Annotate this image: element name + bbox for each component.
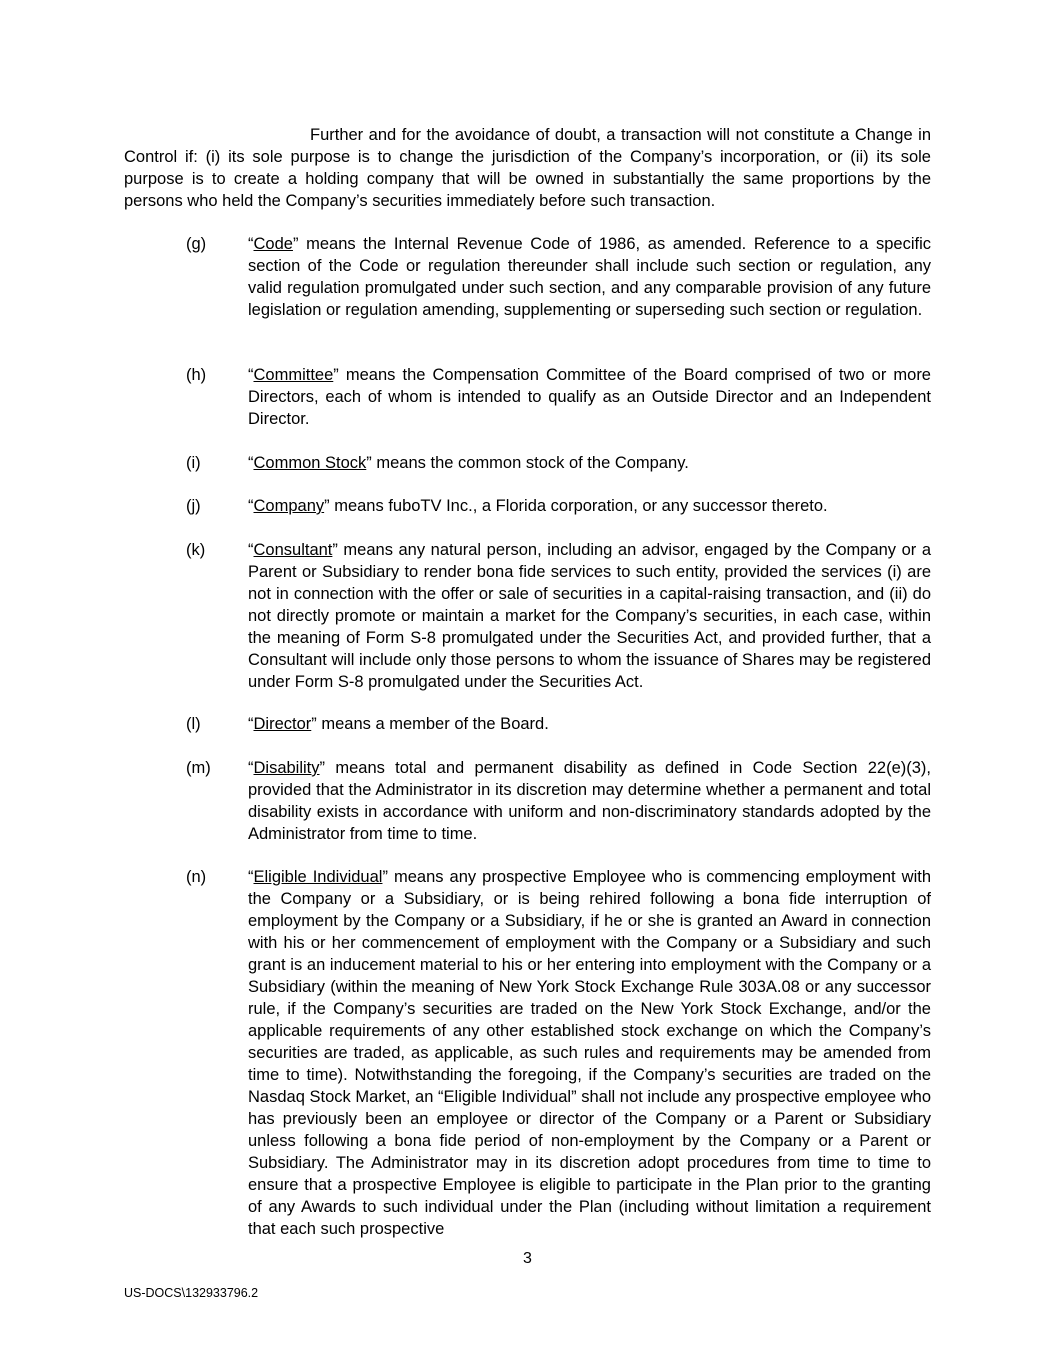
definition-label: (g) [186, 235, 207, 253]
definition-n [186, 866, 931, 1240]
definition-text: means any natural person, including an advisor, engaged by the Company or a Parent or Subsidiary to render bona fide services to such entity, provided the services (i) are not in connection with the offer or sale of securities in a capital-raising transaction, and (ii) do not directly promote or maintain a market for the Company’s securities, in each case, within the meaning of Form S-8 promulgated under the Securities Act, and provided further, that a Consultant will include only those persons to whom the issuance of Shares may be registered under Form S-8 promulgated under the Securities Act. [248, 541, 931, 691]
definition-j [186, 495, 931, 517]
definition-text: means the common stock of the Company. [371, 454, 689, 472]
intro-text: Further and for the avoidance of doubt, a transaction will not constitute a Change in Control if: (i) its sole purpose is to change the jurisdiction of the Company’s incorporation, or (ii) its sole purpose is to create a holding company that will be owned in substantially the same proportions by the persons who held the Company’s securities immediately before such transaction. [124, 126, 931, 210]
definition-g [186, 233, 931, 321]
definition-body: “Director” means a member of the Board. [248, 715, 549, 733]
document-id: US-DOCS\132933796.2 [124, 1286, 259, 1300]
definition-k [186, 539, 931, 693]
defined-term: Consultant [253, 541, 333, 559]
definition-label: (j) [186, 497, 201, 515]
defined-term: Company [253, 497, 325, 515]
intro-paragraph [124, 124, 931, 212]
defined-term: Common Stock [253, 454, 367, 472]
definition-text: means total and permanent disability as defined in Code Section 22(e)(3), provided that the Administrator in its discretion may determine whether a permanent and total disability exists in accordance with uniform and non-discriminatory standards adopted by the Administrator from time to time. [248, 759, 931, 843]
definition-label: (n) [186, 868, 207, 886]
definition-body: “Company” means fuboTV Inc., a Florida corporation, or any successor thereto. [248, 497, 828, 515]
defined-term: Committee [253, 366, 334, 384]
definition-text: means the Internal Revenue Code of 1986, as amended. Reference to a specific section of the Code or regulation thereunder shall include such section or regulation, any valid regulation promulgated under such section, and any comparable provision of any future legislation or regulation amending, supplementing or superseding such section or regulation. [248, 235, 931, 319]
definition-label: (m) [186, 759, 211, 777]
definition-text: means the Compensation Committee of the Board comprised of two or more Directors, each of whom is intended to qualify as an Outside Director and an Independent Director. [248, 366, 931, 428]
definition-text: means a member of the Board. [316, 715, 549, 733]
definition-h [186, 364, 931, 430]
defined-term: Eligible Individual [253, 868, 383, 886]
definition-label: (l) [186, 715, 201, 733]
definition-label: (i) [186, 454, 201, 472]
page-number: 3 [523, 1250, 532, 1267]
definition-body: “Code” means the Internal Revenue Code of 1986, as amended. Reference to a specific section of the Code or regulation thereunder shall include such section or regulation, any valid regulation promulgated under such section, and any comparable provision of any future legislation or regulation amending, supplementing or superseding such section or regulation. [248, 235, 931, 319]
definition-body: “Committee” means the Compensation Committee of the Board comprised of two or more Directors, each of whom is intended to qualify as an Outside Director and an Independent Director. [248, 366, 931, 428]
defined-term: Disability [253, 759, 320, 777]
definition-text: means any prospective Employee who is commencing employment with the Company or a Subsidiary, or is being rehired following a bona fide interruption of employment by the Company or a Subsidiary, if he or she is granted an Award in connection with his or her commencement of employment with the Company or a Subsidiary and such grant is an inducement material to his or her entering into employment with the Company or a Subsidiary (within the meaning of New York Stock Exchange Rule 303A.08 or any successor rule, if the Company’s securities are traded on the New York Stock Exchange, and/or the applicable requirements of any other established stock exchange on which the Company’s securities are traded, as applicable, as such rules and requirements may be amended from time to time). Notwithstanding the foregoing, if the Company’s securities are traded on the Nasdaq Stock Market, an “Eligible Individual” shall not include any prospective employee who has previously been an employee or director of the Company or a Parent or Subsidiary unless following a bona fide period of non-employment by the Company or a Parent or Subsidiary. The Administrator may in its discretion adopt procedures from time to time to ensure that a prospective Employee is eligible to participate in the Plan prior to the granting of any Awards to such individual under the Plan (including without limitation a requirement that each such prospective [248, 868, 932, 1238]
definition-m [186, 757, 931, 845]
definition-body: “Consultant” means any natural person, including an advisor, engaged by the Company or a Parent or Subsidiary to render bona fide services to such entity, provided the services (i) are not in connection with the offer or sale of securities in a capital-raising transaction, and (ii) do not directly promote or maintain a market for the Company’s securities, in each case, within the meaning of Form S-8 promulgated under the Securities Act, and provided further, that a Consultant will include only those persons to whom the issuance of Shares may be registered under Form S-8 promulgated under the Securities Act. [248, 541, 931, 691]
definition-text: means fuboTV Inc., a Florida corporation, or any successor thereto. [329, 497, 828, 515]
definition-i [186, 452, 931, 474]
definition-body: “Disability” means total and permanent disability as defined in Code Section 22(e)(3), provided that the Administrator in its discretion may determine whether a permanent and total disability exists in accordance with uniform and non-discriminatory standards adopted by the Administrator from time to time. [248, 759, 931, 843]
definition-label: (h) [186, 366, 207, 384]
definition-body: “Eligible Individual” means any prospective Employee who is commencing employment with the Company or a Subsidiary, or is being rehired following a bona fide interruption of employment by the Company or a Subsidiary, if he or she is granted an Award in connection with his or her commencement of employment with the Company or a Subsidiary and such grant is an inducement material to his or her entering into employment with the Company or a Subsidiary (within the meaning of New York Stock Exchange Rule 303A.08 or any successor rule, if the Company’s securities are traded on the New York Stock Exchange, and/or the applicable requirements of any other established stock exchange on which the Company’s securities are traded, as applicable, as such rules and requirements may be amended from time to time). Notwithstanding the foregoing, if the Company’s securities are traded on the Nasdaq Stock Market, an “Eligible Individual” shall not include any prospective employee who has previously been an employee or director of the Company or a Parent or Subsidiary unless following a bona fide period of non-employment by the Company or a Parent or Subsidiary. The Administrator may in its discretion adopt procedures from time to time to ensure that a prospective Employee is eligible to participate in the Plan prior to the granting of any Awards to such individual under the Plan (including without limitation a requirement that each such prospective [248, 868, 932, 1238]
definition-label: (k) [186, 541, 206, 559]
definition-body: “Common Stock” means the common stock of the Company. [248, 454, 689, 472]
defined-term: Director [253, 715, 312, 733]
definition-l [186, 713, 931, 735]
defined-term: Code [253, 235, 293, 253]
